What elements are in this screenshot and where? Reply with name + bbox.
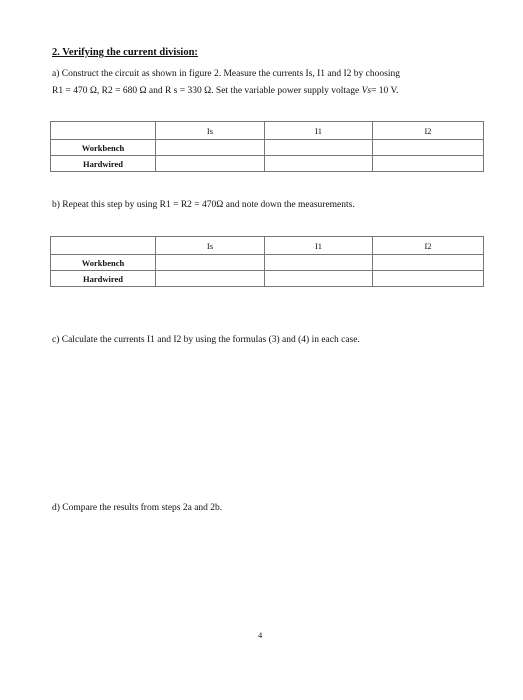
row-label: Workbench <box>51 140 156 156</box>
row-label: Workbench <box>51 255 156 271</box>
table-header-cell <box>51 237 156 255</box>
table-header-cell: Is <box>156 237 265 255</box>
part-a-line-1: a) Construct the circuit as shown in figure 2. Measure the currents Is, I1 and I2 by choosing <box>52 69 400 79</box>
part-c-instructions: c) Calculate the currents I1 and I2 by using the formulas (3) and (4) in each case. <box>52 335 360 345</box>
table-cell[interactable] <box>156 255 265 271</box>
section-heading: 2. Verifying the current division: <box>52 47 198 58</box>
table-cell[interactable] <box>373 255 484 271</box>
table-cell[interactable] <box>265 271 373 287</box>
part-b-instructions: b) Repeat this step by using R1 = R2 = 470Ω and note down the measurements. <box>52 200 355 210</box>
table-cell[interactable] <box>373 140 484 156</box>
table-row <box>51 140 484 156</box>
table-cell[interactable] <box>265 140 373 156</box>
table-cell[interactable] <box>373 271 484 287</box>
measurement-table-a <box>50 121 484 172</box>
part-a-line-2-post: = 10 V. <box>371 86 399 96</box>
table-header-row <box>51 237 484 255</box>
part-a-line-2 <box>52 83 472 100</box>
table-header-cell <box>51 122 156 140</box>
table-row <box>51 271 484 287</box>
table-cell[interactable] <box>265 255 373 271</box>
part-a-instructions <box>52 66 472 100</box>
table-cell[interactable] <box>156 156 265 172</box>
table-row <box>51 156 484 172</box>
part-a-line-2-pre: R1 = 470 Ω, R2 = 680 Ω and R s = 330 Ω. Set the variable power supply voltage <box>52 86 362 96</box>
table-row <box>51 255 484 271</box>
table-cell[interactable] <box>156 140 265 156</box>
table-header-cell: I1 <box>265 237 373 255</box>
part-d-instructions: d) Compare the results from steps 2a and 2b. <box>52 503 223 513</box>
table-header-cell: I1 <box>265 122 373 140</box>
table-header-cell: Is <box>156 122 265 140</box>
table-header-cell: I2 <box>373 237 484 255</box>
part-a-voltage-variable: Vs <box>361 86 372 96</box>
row-label: Hardwired <box>51 156 156 172</box>
table-cell[interactable] <box>373 156 484 172</box>
row-label: Hardwired <box>51 271 156 287</box>
table-cell[interactable] <box>265 156 373 172</box>
table-header-row <box>51 122 484 140</box>
page-number: 4 <box>258 630 263 640</box>
table-header-cell: I2 <box>373 122 484 140</box>
table-cell[interactable] <box>156 271 265 287</box>
measurement-table-b <box>50 236 484 287</box>
